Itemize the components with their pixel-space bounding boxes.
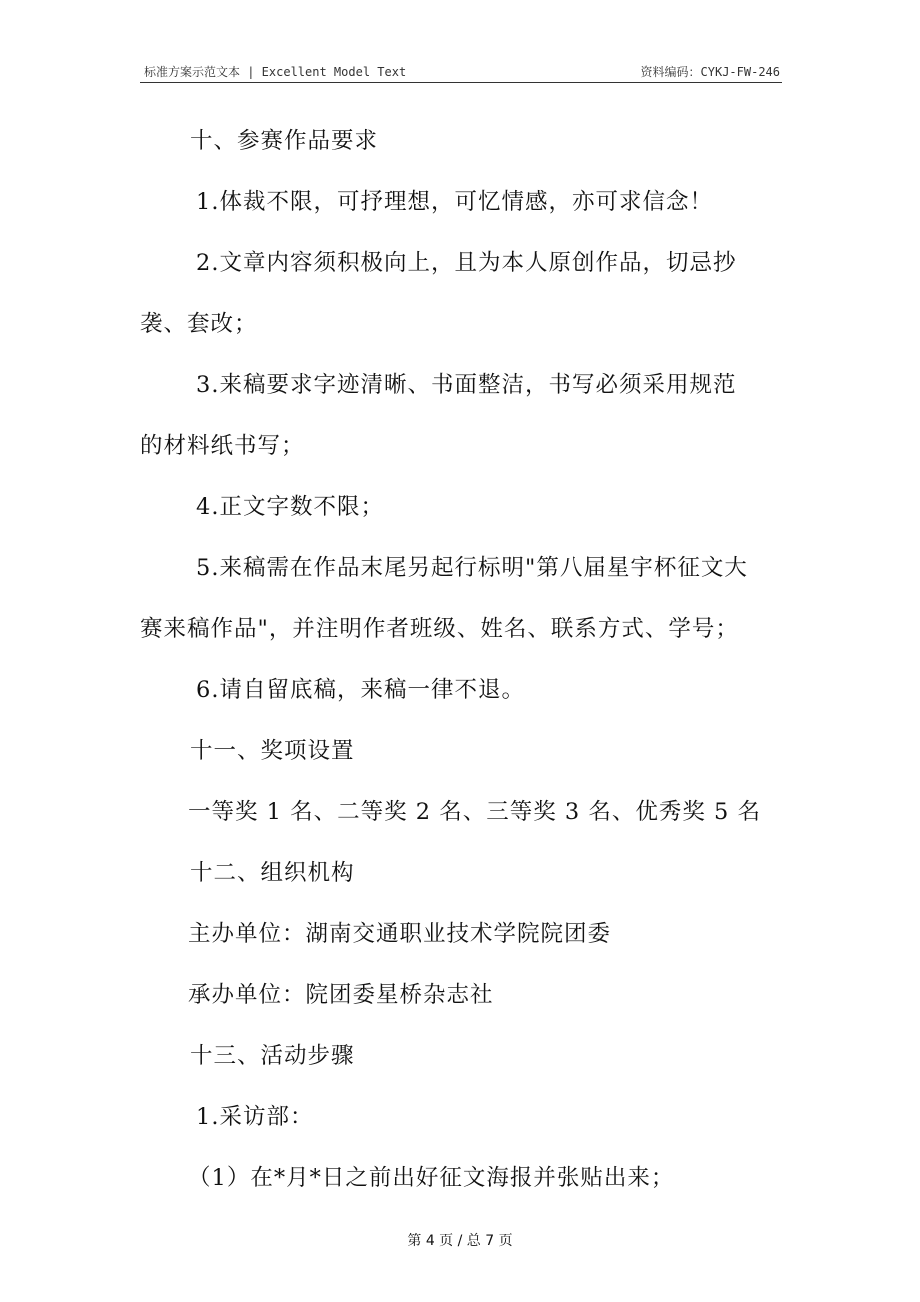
- requirement-item-2: 2.文章内容须积极向上，且为本人原创作品，切忌抄: [196, 250, 737, 276]
- requirement-item-5-cont: 赛来稿作品"，并注明作者班级、姓名、联系方式、学号；: [140, 616, 739, 642]
- step-item-1: 1.采访部：: [196, 1104, 314, 1130]
- section-heading-12: 十二、组织机构: [190, 860, 355, 886]
- section-heading-10: 十、参赛作品要求: [190, 128, 379, 154]
- document-code: 资料编码：CYKJ-FW-246: [640, 65, 780, 79]
- requirement-item-6: 6.请自留底稿，来稿一律不退。: [196, 677, 525, 703]
- requirement-item-2-cont: 袭、套改；: [140, 311, 258, 337]
- section-heading-13: 十三、活动步骤: [190, 1043, 355, 1069]
- step-subitem-1: （1）在*月*日之前出好征文海报并张贴出来；: [188, 1165, 675, 1191]
- page-header: [140, 60, 782, 83]
- requirement-item-4: 4.正文字数不限；: [196, 494, 384, 520]
- requirement-item-3: 3.来稿要求字迹清晰、书面整洁，书写必须采用规范: [196, 372, 737, 398]
- co-organizer-line: 承办单位：院团委星桥杂志社: [188, 982, 494, 1008]
- header-title: 标准方案示范文本 | Excellent Model Text: [144, 65, 407, 79]
- requirement-item-1: 1.体裁不限，可抒理想，可忆情感，亦可求信念！: [196, 189, 713, 215]
- document-body: [140, 121, 780, 1219]
- section-heading-11: 十一、奖项设置: [190, 738, 355, 764]
- requirement-item-3-cont: 的材料纸书写；: [140, 433, 305, 459]
- page-number: 第 4 页 / 总 7 页: [407, 1233, 513, 1249]
- awards-paragraph: 一等奖 1 名、二等奖 2 名、三等奖 3 名、优秀奖 5 名: [188, 799, 761, 825]
- requirement-item-5: 5.来稿需在作品末尾另起行标明"第八届星宇杯征文大: [196, 555, 748, 581]
- organizer-line: 主办单位：湖南交通职业技术学院院团委: [188, 921, 612, 947]
